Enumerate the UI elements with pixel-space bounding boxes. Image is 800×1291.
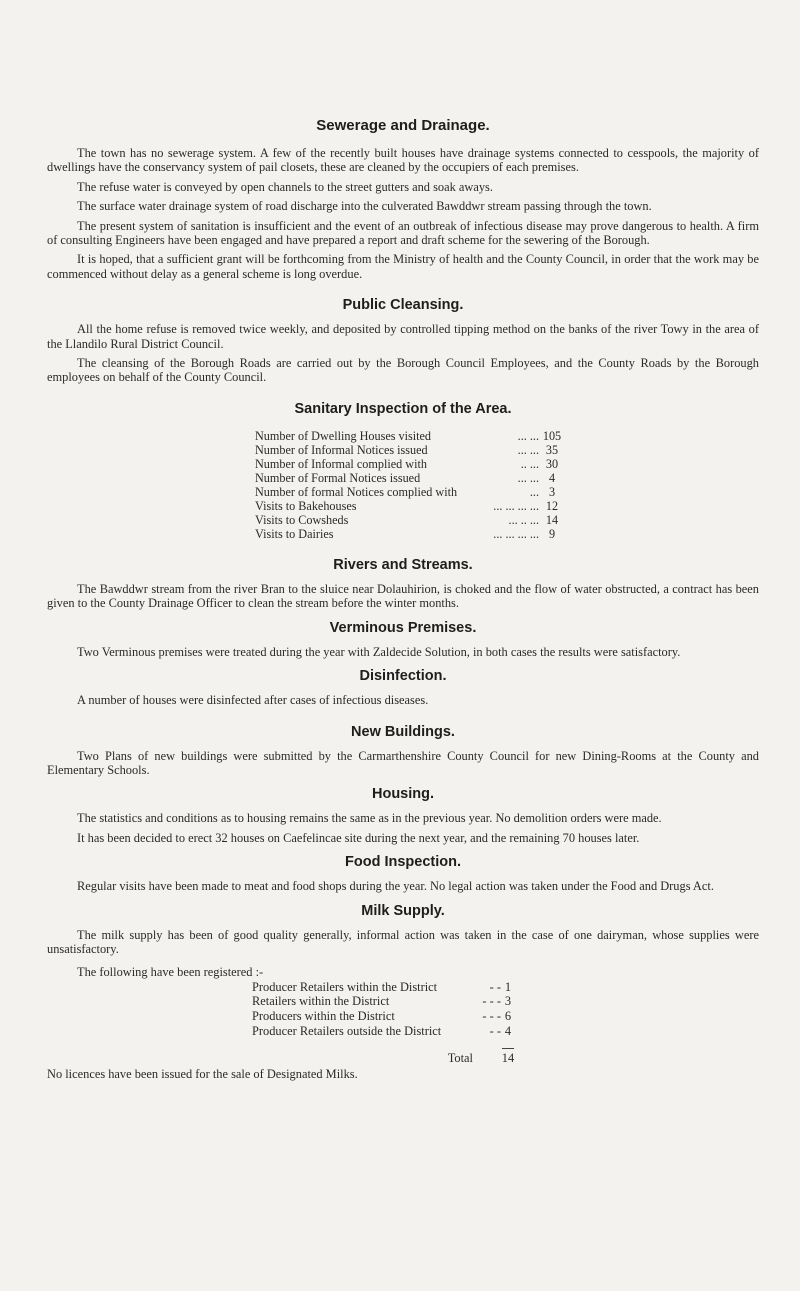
row-label: Producers within the District	[252, 1008, 395, 1023]
total-row	[252, 1048, 515, 1066]
row-label: Number of Informal complied with	[255, 456, 427, 471]
row-leader: .. ...	[520, 456, 539, 471]
table-row	[255, 429, 565, 443]
sewerage-paragraph-3: The surface water drainage system of road discharge into the culverated Bawddwr stream passing through the town.	[77, 199, 652, 214]
row-label: Producer Retailers within the District	[252, 979, 438, 994]
row-label: Number of Formal Notices issued	[255, 470, 421, 485]
report-body	[47, 117, 759, 1081]
rivers-paragraph: The Bawddwr stream from the river Bran to the sluice near Dolauhirion, is choked and the flow of water obstructed, a contract has been given to the County Drainage Officer to clean the stream before the winter months.	[47, 581, 759, 611]
sewerage-paragraph-5: It is hoped, that a sufficient grant will be forthcoming from the Ministry of health and the County Council, in order that the work may be commenced without delay as a general scheme is long overdue.	[47, 252, 759, 281]
disinfection-paragraph: A number of houses were disinfected after cases of infectious diseases.	[77, 693, 429, 708]
section-heading-public-cleansing: Public Cleansing.	[342, 297, 464, 314]
row-label: Number of Dwelling Houses visited	[255, 428, 432, 443]
public-cleansing-paragraph-2: The cleansing of the Borough Roads are carried out by the Borough Council Employees, and the County Roads by the Borough employees on behalf of the County Council.	[47, 356, 759, 385]
table-row	[255, 499, 565, 513]
section-heading-rivers: Rivers and Streams.	[333, 556, 473, 573]
row-leader: ... ... ... ...	[493, 526, 539, 541]
section-heading-verminous: Verminous Premises.	[329, 619, 477, 636]
row-value: 1	[504, 979, 512, 994]
table-row	[252, 1024, 515, 1039]
row-value: 14	[545, 512, 559, 527]
row-value: 35	[545, 442, 559, 457]
section-heading-disinfection: Disinfection.	[359, 668, 447, 685]
table-row	[252, 994, 515, 1009]
row-leader: - - -	[482, 994, 501, 1009]
public-cleansing-paragraph-1: All the home refuse is removed twice weekly, and deposited by controlled tipping method on the banks of the river Towy in the area of the Llandilo Rural District Council.	[47, 322, 759, 351]
row-label: Visits to Bakehouses	[255, 498, 357, 513]
row-leader: - -	[489, 1023, 501, 1038]
row-value: 3	[504, 994, 512, 1009]
housing-paragraph-1: The statistics and conditions as to housing remains the same as in the previous year. No demolition orders were made.	[77, 811, 662, 826]
section-heading-new-buildings: New Buildings.	[351, 723, 455, 740]
row-leader: ... ... ... ...	[493, 498, 539, 513]
table-row	[255, 443, 565, 457]
row-label: Producer Retailers outside the District	[252, 1023, 442, 1038]
section-heading-food-inspection: Food Inspection.	[345, 854, 461, 871]
row-leader: ... ...	[517, 470, 539, 485]
row-leader: - -	[489, 979, 501, 994]
row-leader: ...	[529, 484, 539, 499]
total-value: 14	[502, 1048, 514, 1066]
row-value: 30	[545, 456, 559, 471]
row-value: 105	[542, 428, 562, 443]
sanitary-inspection-table	[255, 429, 565, 541]
section-heading-sanitary-inspection: Sanitary Inspection of the Area.	[294, 400, 512, 417]
row-label: Retailers within the District	[252, 994, 390, 1009]
section-heading-milk-supply: Milk Supply.	[361, 902, 445, 919]
total-label: Total	[447, 1051, 473, 1066]
row-leader: ... .. ...	[508, 512, 539, 527]
table-row	[255, 527, 565, 541]
row-label: Number of Informal Notices issued	[255, 442, 428, 457]
new-buildings-paragraph: Two Plans of new buildings were submitted by the Carmarthenshire County Council for new Dining-Rooms at the County and Elementary Schools.	[47, 748, 759, 777]
section-heading-housing: Housing.	[371, 786, 435, 803]
verminous-paragraph: Two Verminous premises were treated during the year with Zaldecide Solution, in both cases the results were satisfactory.	[77, 644, 681, 659]
row-value: 12	[545, 498, 559, 513]
row-value: 9	[548, 526, 556, 541]
housing-paragraph-2: It has been decided to erect 32 houses on Caefelincae site during the next year, and the remaining 70 houses later.	[77, 830, 640, 845]
sewerage-paragraph-2: The refuse water is conveyed by open channels to the street gutters and soak aways.	[77, 179, 493, 194]
row-leader: ... ...	[517, 428, 539, 443]
row-label: Number of formal Notices complied with	[255, 484, 458, 499]
milk-registered-intro: The following have been registered :-	[77, 965, 264, 980]
table-row	[255, 485, 565, 499]
sewerage-paragraph-1: The town has no sewerage system. A few of the recently built houses have drainage systems connected to cesspools, the majority of dwellings have the conservancy system of pail closets, these are cleaned by the occupiers of each premises.	[47, 146, 759, 175]
table-row	[255, 457, 565, 471]
row-value: 4	[504, 1023, 512, 1038]
row-leader: ... ...	[517, 442, 539, 457]
sewerage-paragraph-4: The present system of sanitation is insufficient and the event of an outbreak of infectious disease may prove dangerous to health. A firm of consulting Engineers have been engaged and have prepared a report and draft scheme for the sewering of the Borough.	[47, 218, 759, 248]
designated-milks-note: No licences have been issued for the sale of Designated Milks.	[47, 1066, 358, 1081]
table-row	[252, 980, 515, 995]
row-leader: - - -	[482, 1008, 501, 1023]
milk-registration-table	[252, 980, 515, 1066]
row-value: 6	[504, 1008, 512, 1023]
table-row	[252, 1009, 515, 1024]
row-label: Visits to Cowsheds	[255, 512, 349, 527]
table-row	[255, 513, 565, 527]
food-inspection-paragraph: Regular visits have been made to meat and food shops during the year. No legal action was taken under the Food and Drugs Act.	[77, 879, 714, 894]
table-row	[255, 471, 565, 485]
section-heading-sewerage: Sewerage and Drainage.	[316, 117, 490, 134]
row-value: 3	[548, 484, 556, 499]
milk-supply-paragraph: The milk supply has been of good quality generally, informal action was taken in the case of one dairyman, whose supplies were unsatisfactory.	[47, 927, 759, 956]
row-label: Visits to Dairies	[255, 526, 334, 541]
row-value: 4	[548, 470, 556, 485]
